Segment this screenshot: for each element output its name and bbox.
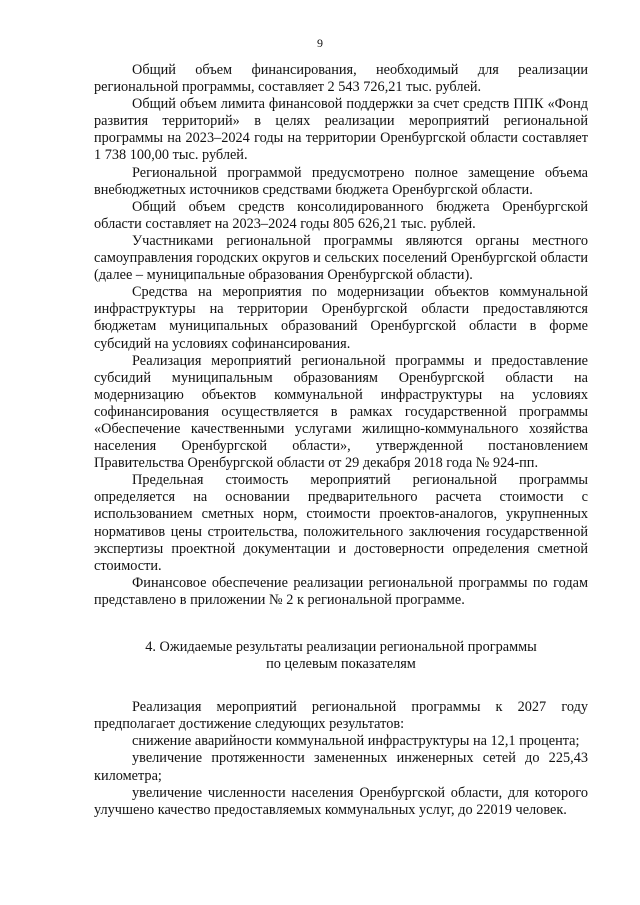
- paragraph: Региональной программой предусмотрено полное замещение объема внебюджетных источников средствами бюджета Оренбургской области.: [94, 164, 588, 198]
- paragraph: Общий объем средств консолидированного бюджета Оренбургской области составляет на 2023–2024 годы 805 626,21 тыс. рублей.: [94, 198, 588, 232]
- paragraph: увеличение протяженности замененных инженерных сетей до 225,43 километра;: [94, 750, 588, 784]
- paragraph: Общий объем финансирования, необходимый для реализации региональной программы, составляет 2 543 726,21 тыс. рублей.: [94, 62, 588, 96]
- section-heading-line: 4. Ожидаемые результаты реализации региональной программы: [145, 639, 537, 655]
- paragraph: увеличение численности населения Оренбургской области, для которого улучшено качество предоставляемых коммунальных услуг, до 22019 человек.: [94, 784, 588, 818]
- paragraph: снижение аварийности коммунальной инфраструктуры на 12,1 процента;: [132, 733, 580, 750]
- section-heading: [94, 639, 588, 673]
- paragraph: Финансовое обеспечение реализации региональной программы по годам представлено в приложении № 2 к региональной программе.: [94, 574, 588, 608]
- document-body: [94, 62, 588, 819]
- page-number: 9: [317, 36, 323, 50]
- paragraph: Общий объем лимита финансовой поддержки за счет средств ППК «Фонд развития территорий» в целях реализации мероприятий региональной программы на 2023–2024 годы на территории Оренбургской области составляет 1 738 100,00 тыс. рублей.: [94, 96, 588, 164]
- paragraph: Реализация мероприятий региональной программы к 2027 году предполагает достижение следующих результатов:: [94, 699, 588, 733]
- paragraph: Средства на мероприятия по модернизации объектов коммунальной инфраструктуры на территории Оренбургской области предоставляются бюджетам муниципальных образований Оренбургской области в форме субсидий на условиях софинансирования.: [94, 284, 588, 352]
- paragraph: Реализация мероприятий региональной программы и предоставление субсидий муниципальным образованиям Оренбургской области на модернизацию объектов коммунальной инфраструктуры на условиях софинансирования осуществляется в рамках государственной программы «Обеспечение качественными услугами жилищно-коммунального хозяйства населения Оренбургской области», утвержденной постановлением Правительства Оренбургской области от 29 декабря 2018 года № 924-пп.: [94, 352, 588, 472]
- paragraph: Участниками региональной программы являются органы местного самоуправления городских округов и сельских поселений Оренбургской области (далее – муниципальные образования Оренбургской области).: [94, 232, 588, 284]
- section-heading-line: по целевым показателям: [266, 656, 416, 673]
- paragraph: Предельная стоимость мероприятий региональной программы определяется на основании предварительного расчета стоимости с использованием сметных норм, стоимости проектов-аналогов, укрупненных нормативов цены строительства, положительного заключения государственной экспертизы проектной документации и достоверности определения сметной стоимости.: [94, 472, 588, 574]
